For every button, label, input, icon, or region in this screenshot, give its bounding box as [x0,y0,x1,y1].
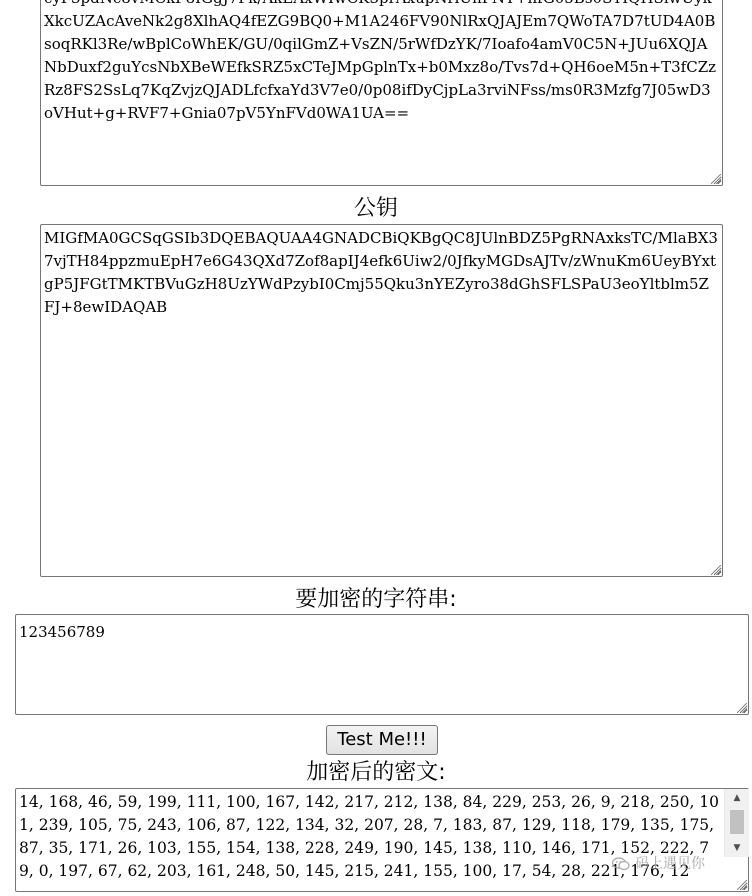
watermark-text: 码上遇见你 [635,856,705,872]
watermark [612,852,705,876]
cipher-scrollbar[interactable] [724,789,749,857]
test-me-button[interactable]: Test Me!!! [326,725,438,755]
plain-text-label: 要加密的字符串: [295,587,457,612]
public-key-label: 公钥 [353,196,398,221]
cipher-text-output[interactable] [15,788,749,892]
cipher-text-label: 加密后的密文: [306,760,446,785]
scrollbar-thumb[interactable] [730,810,744,834]
private-key-textarea[interactable] [40,0,723,186]
wechat-icon [612,857,630,871]
scroll-up-arrow-icon[interactable]: ▲ [733,793,741,803]
public-key-textarea[interactable] [40,224,723,577]
plain-text-input[interactable] [15,614,749,715]
scroll-down-arrow-icon[interactable]: ▼ [733,843,741,853]
